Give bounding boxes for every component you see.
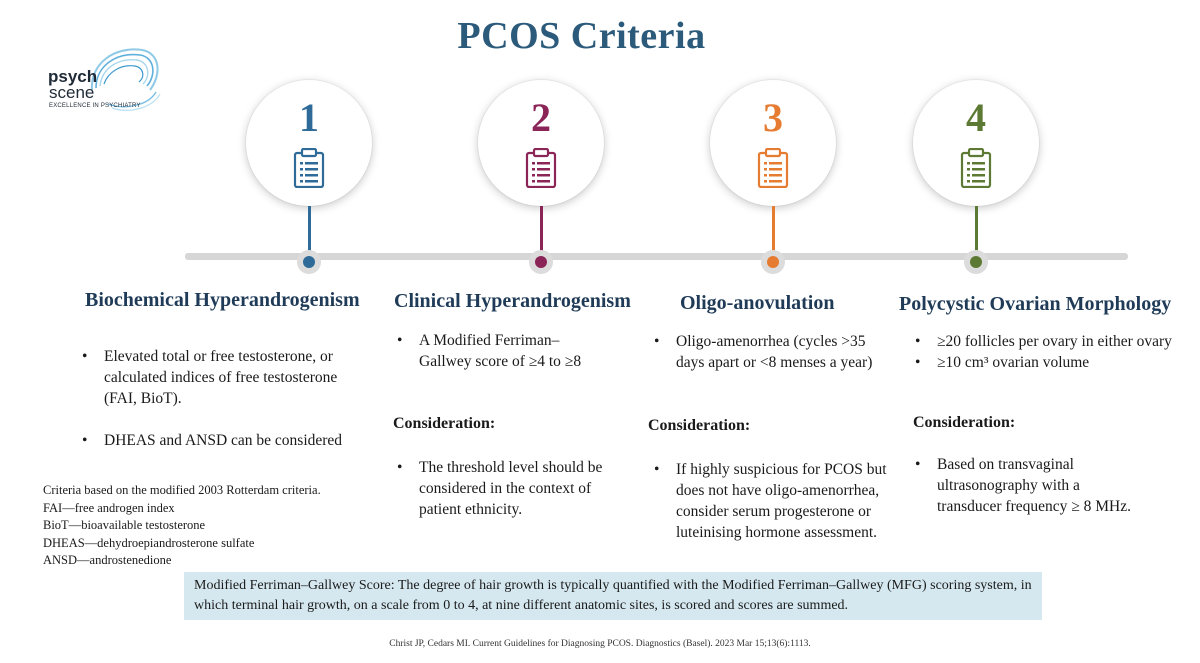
criterion-circle-4	[913, 80, 1039, 206]
abbreviation-line: FAI—free androgen index	[43, 500, 175, 515]
consideration-text: • If highly suspicious for PCOS but does not have oligo-amenorrhea, consider serum progesterone or luteinising hormone assessment.	[652, 459, 887, 543]
clipboard-icon	[960, 148, 992, 188]
consideration-3	[652, 459, 887, 543]
criterion-circle-1	[246, 80, 372, 206]
clipboard-icon	[525, 148, 557, 188]
bullet-item: • Oligo-amenorrhea (cycles >35 days apart or <8 menses a year)	[652, 331, 887, 373]
consideration-text: • Based on transvaginal ultrasonography with a transducer frequency ≥ 8 MHz.	[913, 454, 1143, 517]
logo-text-psych: psych	[48, 67, 98, 86]
timeline-stem	[308, 206, 311, 256]
consideration-2	[395, 457, 625, 520]
criterion-3-bullets	[652, 331, 887, 373]
criterion-1-bullets	[80, 346, 370, 451]
page-title: PCOS Criteria	[457, 15, 706, 57]
criterion-heading-2: Clinical Hyperandrogenism	[394, 290, 631, 312]
criterion-heading-3: Oligo-anovulation	[680, 292, 835, 314]
timeline-dot	[761, 250, 785, 274]
logo-tagline: EXCELLENCE IN PSYCHIATRY	[49, 103, 141, 109]
abbreviation-line: ANSD—androstenedione	[43, 553, 172, 567]
consideration-label-3: Consideration:	[648, 417, 751, 434]
consideration-4	[913, 454, 1143, 517]
mfg-score-note: Modified Ferriman–Gallwey Score: The degree of hair growth is typically quantified with the Modified Ferriman–Gallwey (MFG) scoring system, in which terminal hair growth, on a scale from 0 to 4, at nine different anatomic sites, is scored and scores are summed.	[184, 572, 1042, 620]
clipboard-icon	[757, 148, 789, 188]
timeline-stem	[772, 206, 775, 256]
criterion-circle-3	[710, 80, 836, 206]
abbreviation-line: DHEAS—dehydroepiandrosterone sulfate	[43, 535, 255, 550]
criterion-number: 4	[966, 95, 986, 140]
criterion-number: 3	[763, 95, 783, 140]
consideration-label-2: Consideration:	[393, 415, 496, 432]
criterion-circle-2	[478, 80, 604, 206]
abbreviation-line: Criteria based on the modified 2003 Rotterdam criteria.	[43, 483, 321, 497]
clipboard-icon	[293, 148, 325, 188]
criterion-4-bullets	[913, 331, 1198, 373]
bullet-item: • DHEAS and ANSD can be considered	[80, 430, 370, 451]
criterion-2-bullets	[395, 330, 610, 372]
consideration-text: • The threshold level should be considered in the context of patient ethnicity.	[395, 457, 625, 520]
abbreviations-note	[43, 482, 321, 570]
timeline-dot	[297, 250, 321, 274]
logo-text-scene: scene	[49, 83, 95, 102]
timeline-stem	[975, 206, 978, 256]
criterion-number: 2	[531, 95, 551, 140]
timeline-stem	[540, 206, 543, 256]
bullet-item: • ≥20 follicles per ovary in either ovary	[913, 331, 1198, 352]
bullet-item: • Elevated total or free testosterone, or calculated indices of free testosterone (FAI, BioT).	[80, 346, 370, 409]
criterion-number: 1	[299, 95, 319, 140]
timeline-dot	[529, 250, 553, 274]
citation: Christ JP, Cedars MI. Current Guidelines for Diagnosing PCOS. Diagnostics (Basel). 2023 Mar 15;13(6):1113.	[389, 639, 811, 649]
criterion-heading-1: Biochemical Hyperandrogenism	[85, 289, 360, 311]
psych-scene-logo	[44, 44, 164, 116]
criterion-heading-4: Polycystic Ovarian Morphology	[899, 293, 1172, 315]
timeline-dot	[964, 250, 988, 274]
bullet-item: • A Modified Ferriman–Gallwey score of ≥4 to ≥8	[395, 330, 610, 372]
bullet-item: • ≥10 cm³ ovarian volume	[913, 352, 1198, 373]
abbreviation-line: BioT—bioavailable testosterone	[43, 518, 206, 532]
consideration-label-4: Consideration:	[913, 414, 1016, 431]
